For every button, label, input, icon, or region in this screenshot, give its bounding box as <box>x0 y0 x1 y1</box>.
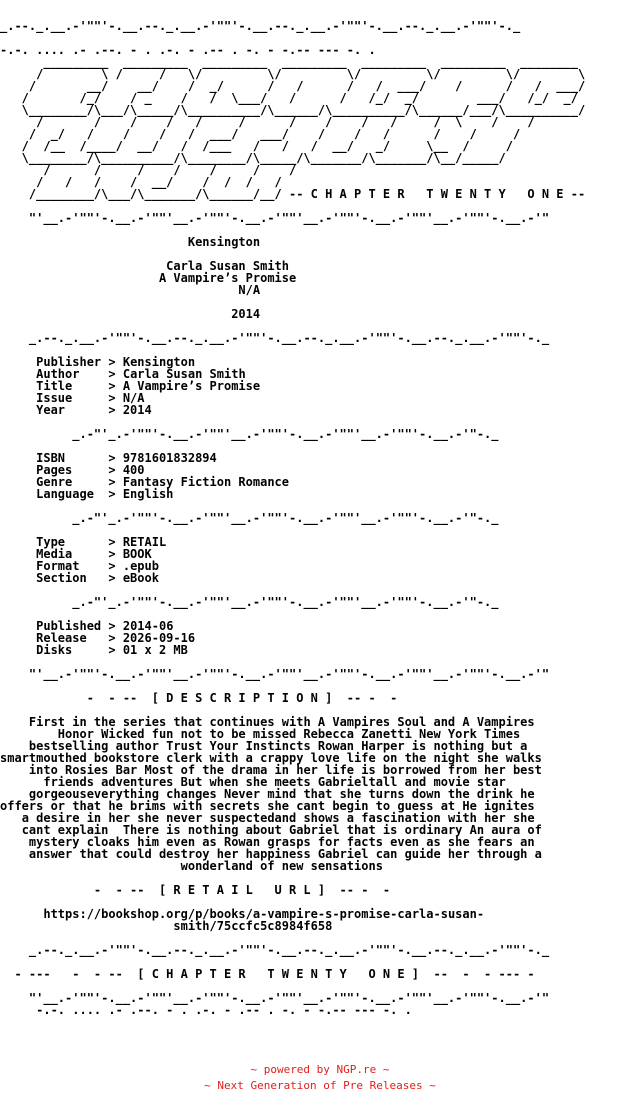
description-line: cant explain There is nothing about Gabriel that is ordinary An aura of <box>21 823 542 837</box>
divider-short-3: _.-"'_.-'""'-.__.-'""'__.-'""'-.__.-'""'__.-'""'-.__.-'"-._ <box>72 595 499 609</box>
description-line: a desire in her she never suspectedand shows a fascination with her she <box>21 811 535 825</box>
morse-divider-bottom: -.-. .... .- .--. - . .-. - .-- . -. - -.-- --- -. . <box>36 1003 412 1017</box>
retail-url-link[interactable]: https://bookshop.org/p/books/a-vampire-s-promise-carla-susan- <box>43 907 485 921</box>
description-line: answer that could destroy her happiness Gabriel can guide her through a <box>28 847 542 861</box>
value-language: English <box>122 487 174 501</box>
value-isbn: 9781601832894 <box>122 451 217 465</box>
summary-year: 2014 <box>231 307 261 321</box>
divider-bottom-1: _.--._.__.-'""'-.__.--._.__.-'""'-.__.--._.__.-'""'-.__.--._.__.-'""'-._ <box>28 943 550 957</box>
value-title: A Vampire’s Promise <box>122 379 261 393</box>
label-issue: Issue <box>36 391 73 405</box>
divider-wave: "'__.-'""'-.__.-'""'__.-'""'-.__.-'""'__.-'""'-.__.-'""'__.-'""'-.__.-'" <box>28 211 550 225</box>
label-year: Year <box>36 403 66 417</box>
value-author: Carla Susan Smith <box>122 367 246 381</box>
value-section: eBook <box>122 571 159 585</box>
description-line: friends adventures But when she meets Gabrieltall and movie star <box>43 775 506 789</box>
label-publisher: Publisher <box>36 355 102 369</box>
description-header: - - -- [ D E S C R I P T I O N ] -- - - <box>86 691 398 705</box>
label-genre: Genre <box>36 475 73 489</box>
value-media: BOOK <box>122 547 152 561</box>
value-issue: N/A <box>122 391 145 405</box>
label-media: Media <box>36 547 73 561</box>
label-section: Section <box>36 571 87 585</box>
summary-publisher: Kensington <box>187 235 261 249</box>
label-release: Release <box>36 631 87 645</box>
label-language: Language <box>36 487 94 501</box>
value-disks: 01 x 2 MB <box>122 643 188 657</box>
powered-by[interactable]: ~ powered by NGP.re ~ <box>250 1063 390 1076</box>
description-line: gorgeouseverything changes Never mind that she turns down the drink he <box>28 787 535 801</box>
description-line: Honor Wicked fun not to be missed Rebecca Zanetti New York Times <box>57 727 521 741</box>
description-line: into Rosies Bar Most of the drama in her life is borrowed from her best <box>28 763 542 777</box>
value-pages: 400 <box>122 463 145 477</box>
divider-bottom-2: "'__.-'""'-.__.-'""'__.-'""'-.__.-'""'__.-'""'-.__.-'""'__.-'""'-.__.-'" <box>28 991 550 1005</box>
divider-wave-2: "'__.-'""'-.__.-'""'__.-'""'-.__.-'""'__.-'""'-.__.-'""'__.-'""'-.__.-'" <box>28 667 550 681</box>
description-line: offers or that he brims with secrets she cant begin to guess at He ignites <box>0 799 535 813</box>
morse-divider: -.-. .... .- .--. - . .-. - .-- . -. - -.-- --- -. . <box>0 43 376 57</box>
summary-author: Carla Susan Smith <box>166 259 289 273</box>
value-year: 2014 <box>122 403 152 417</box>
label-author: Author <box>36 367 80 381</box>
ascii-art-logo: _________ _________ _________ _________ _________ _________ ________ / \ / / \/ \/ \/ \/ \/ \ / __/ __/ / _/ / / / / ___/ / / / ___/ / /_/ / _ / / \___/ / / /_/ _/ ___/ /_/ _/ \________/\___/\_____/\__________/\______/\__________/\______/___/\__________/ / / / / / / / / / / / \ / / / _/ / / / / ___/ ___/ / / / / / / / /__ /____/ __/ / /___ / / / __/ _/ \__ / / \________/\__________/\________/\_____/\_______/\_______/\__/_____/ / / / / / / / / / / / __/ / / / / /________/\___/\_______/\______/__/ <box>21 55 586 201</box>
nfo-document: _.--._.__.-'""'-.__.--._.__.-'""'-.__.--._.__.-'""'-.__.--._.__.-'""'-._ -.-. .... .- .--. - . .-. - .-- . -. - -.-- --- -. . _________ _________ _________ _________ _________ _________ ________ / \ / / \/ \/ \/ \/ \/ \ / __/ __/ / _/ / / / / ___/ / / / ___/ / /_/ / _ / / \___/ / / /_/ _/ ___/ /_/ _/ \________/\___/\_____/\__________/\______/\__________/\______/___/\__________/ / / / / / / / / / / / \ / / / _/ / / / / ___/ ___/ / / / / / / / /__ /____/ __/ / /___ / / / __/ _/ \__ / / \________/\__________/\________/\_____/\_______/\_______/\__/_____/ / / / / / / / / / / / __/ / / / / /________/\___/\_______/\______/__/ -- C H A P T E R T W E N T Y O N E -- "'__.-'""'-.__.-'""'__.-'""'-.__.-'""'__.-'""'-.__.-'""'__.-'""'-.__.-'" Kensington Carla Susan Smith A Vampire’s Promise N/A 2014 _.--._.__.-'""'-.__.--._.__.-'""'-.__.--._.__.-'""'-.__.--._.__.-'""'-._ Publisher > Kensington Author > Carla Susan Smith Title > A Vampire’s Promise Issue > N/A Year > 2014 _.-"'_.-'""'-.__.-'""'__.-'""'-.__.-'""'__.-'""'-.__.-'"-._ ISBN > 9781601832894 Pages > 400 Genre > Fantasy Fiction Romance Language > English _.-"'_.-'""'-.__.-'""'__.-'""'-.__.-'""'__.-'""'-.__.-'"-._ Type > RETAIL Media > BOOK Format > .epub Section > eBook _.-"'_.-'""'-.__.-'""'__.-'""'-.__.-'""'__.-'""'-.__.-'"-._ Published > 2014-06 Release > 2026-09-16 Disks > 01 x 2 MB "'__.-'""'-.__.-'""'__.-'""'-.__.-'""'__.-'""'-.__.-'""'__.-'""'-.__.-'" - - -- [ D E S C R I P T I O N ] -- - - First in the series that continues with A Vampires Soul and A Vampires Honor Wicked fun not to be missed Rebecca Zanetti New York Times bestselling author Trust Your Instincts Rowan Harper is nothing but a smartmouthed bookstore clerk with a crappy love life on the night she walks into Rosies Bar Most of the drama in her life is borrowed from her best friends adventures But when she meets Gabrieltall and movie star gorgeouseverything changes Never mind that she turns down the drink he offers or that he brims with secrets she cant begin to guess at He ignites a desire in her she never suspectedand shows a fascination with her she cant explain There is nothing about Gabriel that is ordinary An aura of mystery cloaks him even as Rowan grasps for facts even as she fears an answer that could destroy her happiness Gabriel can guide her through a wonderland of new sensations - - -- [ R E T A I L U R L ] -- - - https://bookshop.org/p/books/a-vampire-s-promise-carla-susan- smith/75ccfc5c8984f658 _.--._.__.-'""'-.__.--._.__.-'""'-.__.--._.__.-'""'-.__.--._.__.-'""'-._ - --- - - -- [ C H A P T E R T W E N T Y O N E ] -- - - --- - "'__.-'""'-.__.-'""'__.-'""'-.__.-'""'__.-'""'-.__.-'""'__.-'""'-.__.-'" -.-. .... .- .--. - . .-. - .-- . -. - -.-- --- -. . <box>0 19 586 1017</box>
summary-issue: N/A <box>238 283 261 297</box>
retail-url-header: - - -- [ R E T A I L U R L ] -- - - <box>93 883 391 897</box>
chapter-banner: -- C H A P T E R T W E N T Y O N E -- <box>288 187 586 201</box>
label-format: Format <box>36 559 80 573</box>
label-isbn: ISBN <box>36 451 66 465</box>
value-publisher: Kensington <box>122 355 196 369</box>
divider-short-1: _.-"'_.-'""'-.__.-'""'__.-'""'-.__.-'""'__.-'""'-.__.-'"-._ <box>72 427 499 441</box>
label-pages: Pages <box>36 463 73 477</box>
label-title: Title <box>36 379 73 393</box>
description-line: wonderland of new sensations <box>180 859 383 873</box>
value-genre: Fantasy Fiction Romance <box>122 475 289 489</box>
description-line: mystery cloaks him even as Rowan grasps for facts even as she fears an <box>28 835 535 849</box>
label-disks: Disks <box>36 643 73 657</box>
tagline: ~ Next Generation of Pre Releases ~ <box>204 1079 436 1092</box>
value-format: .epub <box>122 559 159 573</box>
value-published: 2014-06 <box>122 619 174 633</box>
description-line: First in the series that continues with A Vampires Soul and A Vampires <box>28 715 535 729</box>
divider-short-2: _.-"'_.-'""'-.__.-'""'__.-'""'-.__.-'""'__.-'""'-.__.-'"-._ <box>72 511 499 525</box>
divider-top-info: _.--._.__.-'""'-.__.--._.__.-'""'-.__.--._.__.-'""'-.__.--._.__.-'""'-._ <box>28 331 550 345</box>
summary-title: A Vampire’s Promise <box>158 271 297 285</box>
top-divider: _.--._.__.-'""'-.__.--._.__.-'""'-.__.--._.__.-'""'-.__.--._.__.-'""'-._ <box>0 19 521 33</box>
label-type: Type <box>36 535 66 549</box>
description-line: bestselling author Trust Your Instincts Rowan Harper is nothing but a <box>28 739 528 753</box>
retail-url-link-cont[interactable]: smith/75ccfc5c8984f658 <box>173 919 333 933</box>
value-release: 2026-09-16 <box>122 631 196 645</box>
chapter-footer: - --- - - -- [ C H A P T E R T W E N T Y O N E ] -- - - --- - <box>14 967 535 981</box>
description-line: smartmouthed bookstore clerk with a crappy love life on the night she walks <box>0 751 542 765</box>
label-published: Published <box>36 619 102 633</box>
footer <box>0 1062 640 1094</box>
value-type: RETAIL <box>122 535 167 549</box>
